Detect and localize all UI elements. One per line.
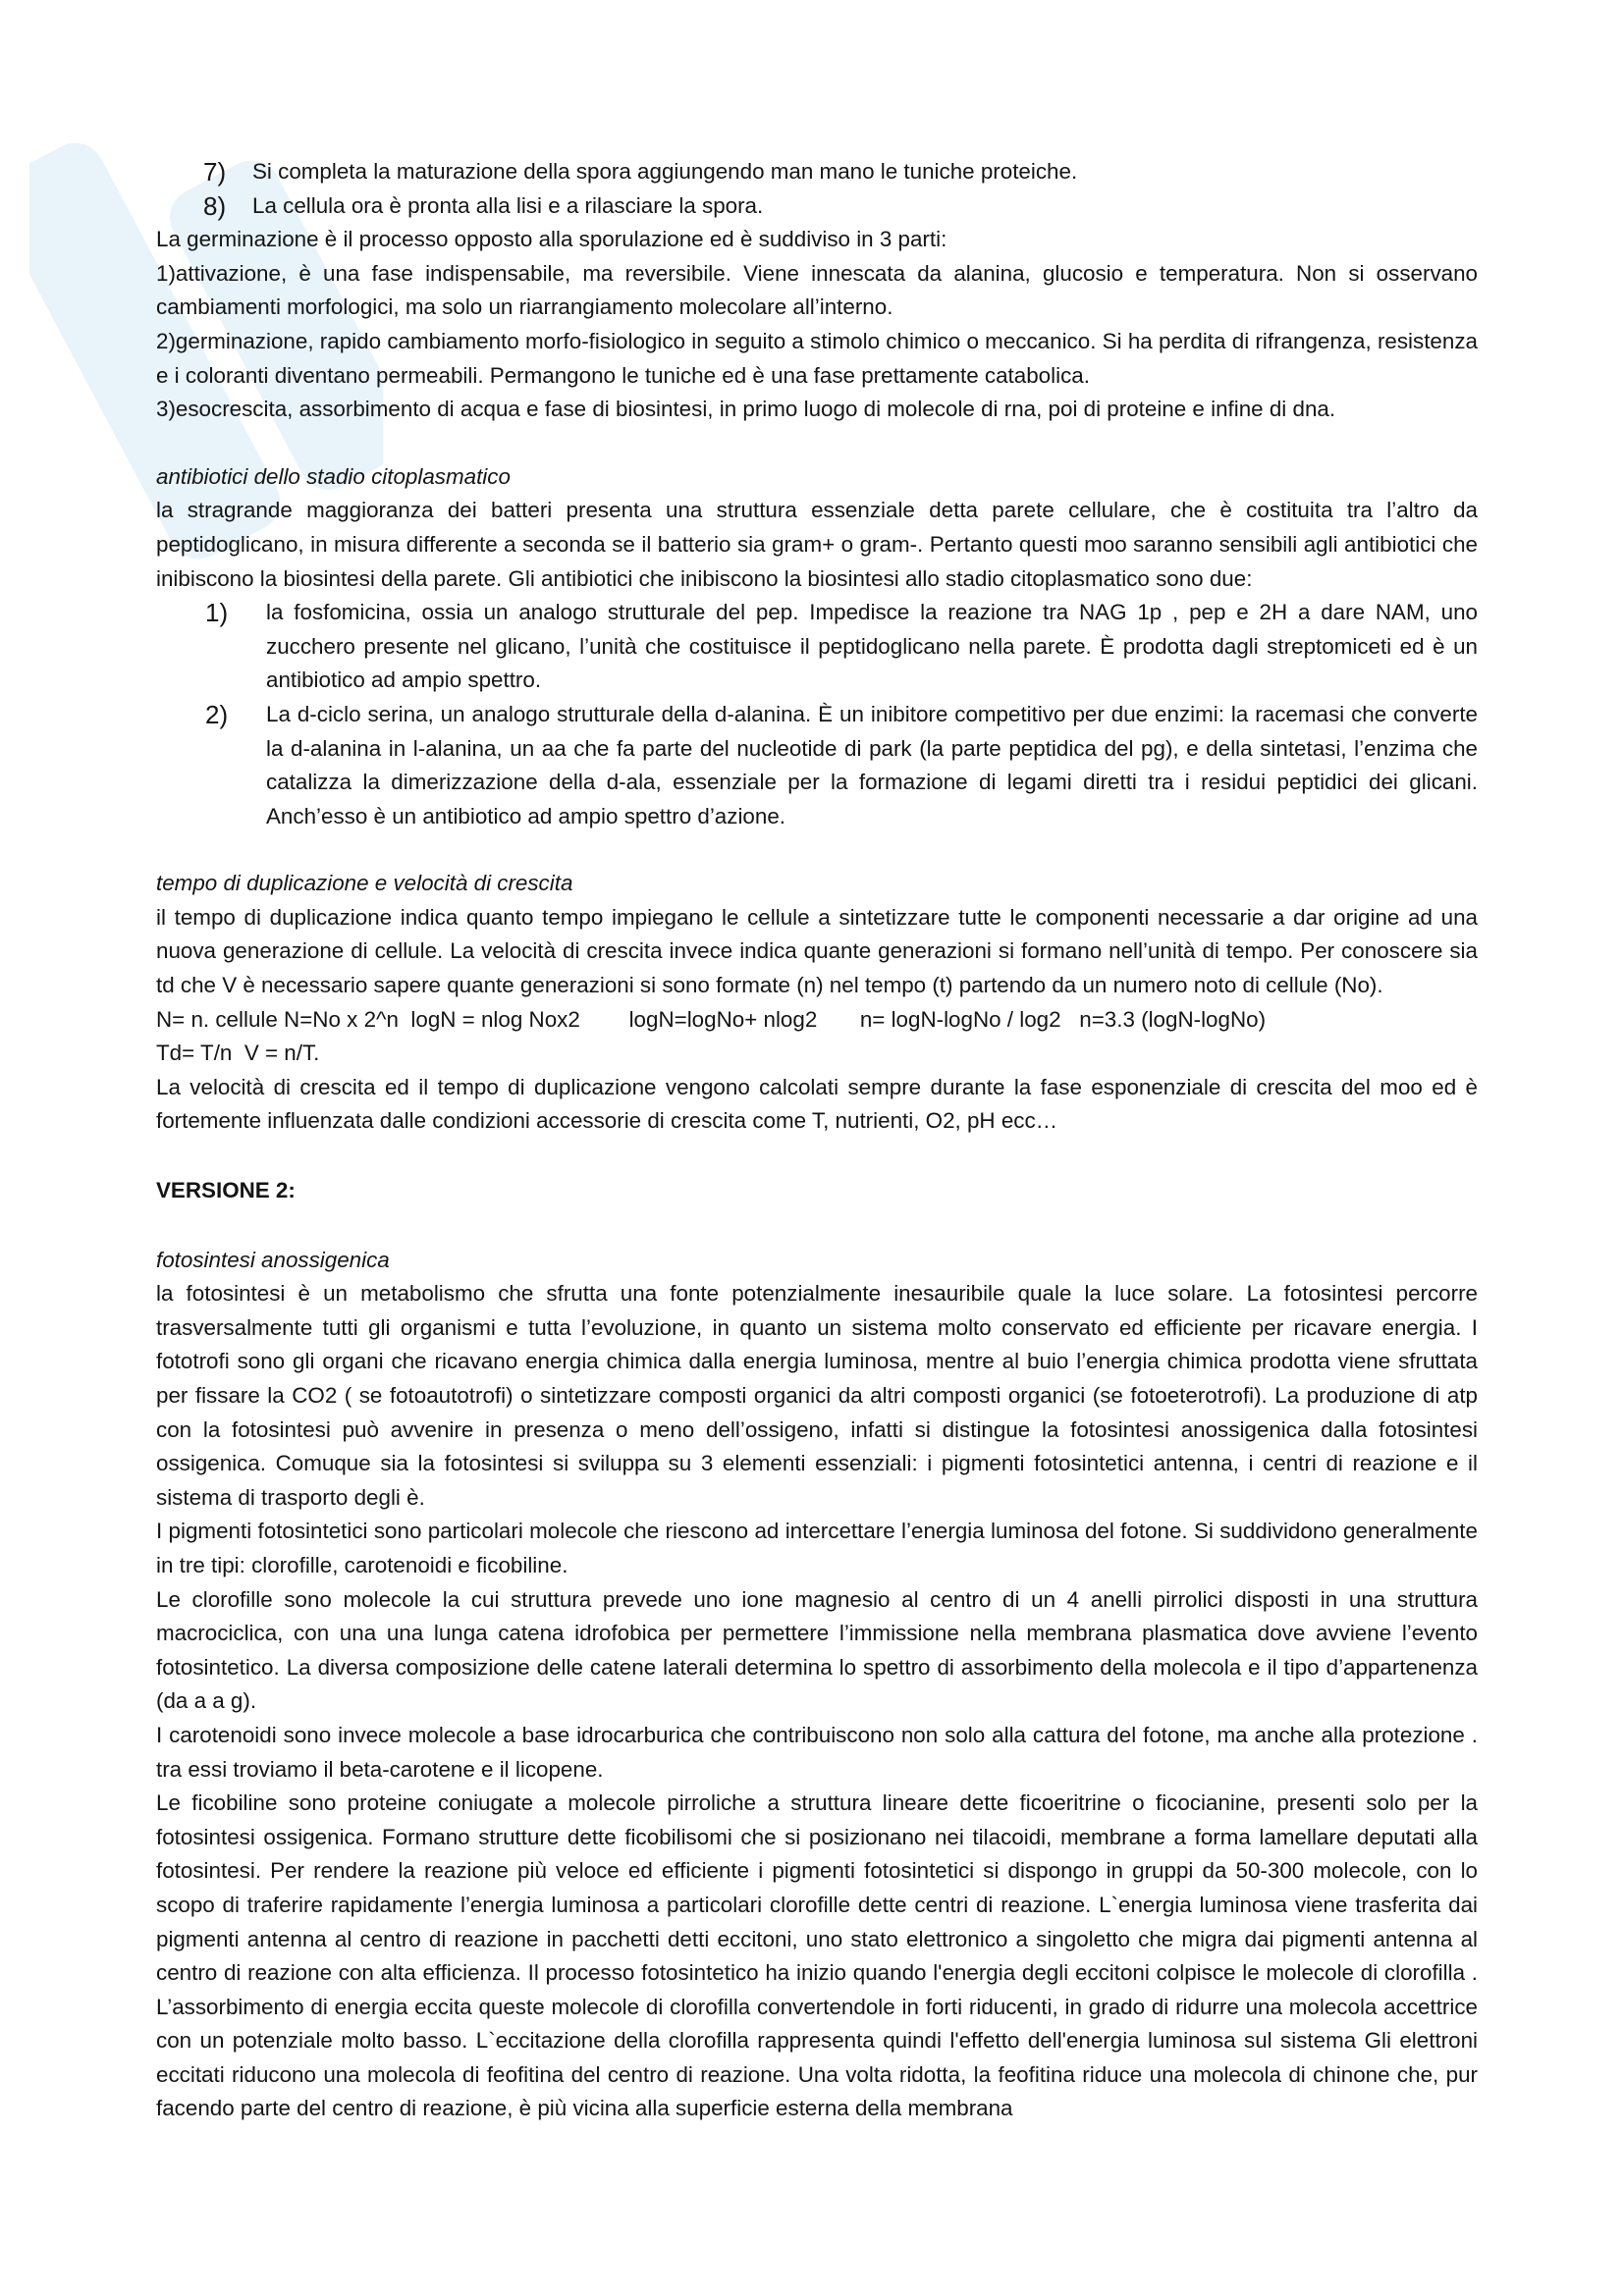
photosynthesis-paragraph-5: Le ficobiline sono proteine coniugate a molecole pirroliche a struttura lineare dette ficoeritrine o ficocianine, presenti solo per la fotosintesi ossigenica. Formano strutture dette ficobilisomi che si posizionano nei tilacoidi, membrane a forma lamellare deputati alla fotosintesi. Per rendere la reazione più veloce ed efficiente i pigmenti fotosintetici si dispongo in gruppi da 50-300 molecole, con lo scopo di traferire rapidamente l’energia luminosa a particolari clorofille dette centri di reazione. L`energia luminosa viene trasferita dai pigmenti antenna al centro di reazione in pacchetti detti eccitoni, uno stato elettronico a singoletto che migra dai pigmenti antenna al centro di reazione con alta efficienza. Il processo fotosintetico ha inizio quando l'energia degli eccitoni colpisce le molecole di clorofilla . L’assorbimento di energia eccita queste molecole di clorofilla convertendole in forti riducenti, in grado di ridurre una molecola accettrice con un potenziale molto basso. L`eccitazione della clorofilla rappresenta quindi l'effetto dell'energia luminosa sul sistema Gli elettroni eccitati riducono una molecola di feofitina del centro di reazione. Una volta ridotta, la feofitina riduce una molecola di chinone che, pur facendo parte del centro di reazione, è più vicina alla superficie esterna della membrana: [156, 1790, 1478, 2121]
spacer: [156, 833, 1478, 867]
item-number: 1): [205, 598, 229, 628]
germination-phase-3: 3)esocrescita, assorbimento di acqua e fase di biosintesi, in primo luogo di molecole di rna, poi di proteine e infine di dna.: [156, 397, 1336, 422]
antibiotic-item-2: [156, 698, 1478, 833]
photosynthesis-paragraph-1: la fotosintesi è un metabolismo che sfrutta una fonte potenzialmente inesauribile quale la luce solare. La fotosintesi percorre trasversalmente tutti gli organismi e tutta l’evoluzione, in quanto un sistema molto conservato ed efficiente per ricavare energia. I fototrofi sono gli organi che ricavano energia chimica dalla energia luminosa, mentre al buio l’energia chimica prodotta viene sfruttata per fissare la CO2 ( se fotoautotrofi) o sintetizzare composti organici da altri composti organici (se fotoeterotrofi). La produzione di atp con la fotosintesi può avvenire in presenza o meno dell’ossigeno, infatti si distingue la fotosintesi anossigenica dalla fotosintesi ossigenica. Comuque sia la fotosintesi si sviluppa su 3 elementi essenziali: i pigmenti fotosintetici antenna, i centri di reazione e il sistema di trasporto degli è.: [156, 1281, 1478, 1510]
photosynthesis-heading: fotosintesi anossigenica: [156, 1247, 390, 1272]
step-text: Si completa la maturazione della spora aggiungendo man mano le tuniche proteiche.: [252, 159, 1078, 184]
spore-step-7: [156, 155, 1478, 189]
item-number: 2): [205, 699, 229, 729]
photosynthesis-paragraph-4: I carotenoidi sono invece molecole a base idrocarburica che contribuiscono non solo alla cattura del fotone, ma anche alla protezione . tra essi troviamo il beta-carotene e il licopene.: [156, 1722, 1478, 1782]
spacer: [156, 1208, 1478, 1244]
germination-phase-2: 2)germinazione, rapido cambiamento morfo-fisiologico in seguito a stimolo chimico o meccanico. Si ha perdita di rifrangenza, resistenza e i coloranti diventano permeabili. Permangono le tuniche ed è una fase prettamente catabolica.: [156, 328, 1478, 388]
duplication-heading: tempo di duplicazione e velocità di crescita: [156, 871, 573, 896]
duplication-formula-1: N= n. cellule N=No x 2^n logN = nlog Nox2 logN=logNo+ nlog2 n= logN-logNo / log2 n=3.3 (logN-logNo): [156, 1006, 1267, 1032]
step-number: 8): [203, 190, 227, 221]
item-text: La d-ciclo serina, un analogo strutturale della d-alanina. È un inibitore competitivo per due enzimi: la racemasi che converte la d-alanina in l-alanina, un aa che fa parte del nucleotide di park (la parte peptidica del pg), e della sintetasi, l’enzima che catalizza la dimerizzazione della d-ala, essenziale per la formazione di legami diretti tra i residui peptidici dei glicani. Anch’esso è un antibiotico ad ampio spettro d’azione.: [266, 701, 1478, 828]
spacer: [156, 427, 1478, 460]
photosynthesis-paragraph-2: I pigmenti fotosintetici sono particolari molecole che riescono ad intercettare l’energia luminosa del fotone. Si suddividono generalmente in tre tipi: clorofille, carotenoidi e ficobiline.: [156, 1519, 1478, 1577]
item-text: la fosfomicina, ossia un analogo strutturale del pep. Impedisce la reazione tra NAG 1p , pep e 2H a dare NAM, uno zucchero presente nel glicano, l’unità che costituisce il peptidoglicano nella parete. È prodotta dagli streptomiceti ed è un antibiotico ad ampio spettro.: [266, 600, 1478, 693]
germination-phase-1: 1)attivazione, è una fase indispensabile, ma reversibile. Viene innescata da alanina, glucosio e temperatura. Non si osservano cambiamenti morfologici, ma solo un riarrangiamento molecolare all’interno.: [156, 260, 1478, 320]
step-number: 7): [203, 157, 227, 187]
version-heading: VERSIONE 2:: [156, 1178, 296, 1203]
germination-intro: La germinazione è il processo opposto alla sporulazione ed è suddiviso in 3 parti:: [156, 227, 947, 252]
spore-step-8: [156, 189, 1478, 224]
duplication-formula-2: Td= T/n V = n/T.: [156, 1041, 320, 1066]
duplication-outro: La velocità di crescita ed il tempo di duplicazione vengono calcolati sempre durante la fase esponenziale di crescita del moo ed è fortemente influenzata dalle condizioni accessorie di crescita come T, nutrienti, O2, pH ecc…: [156, 1074, 1478, 1134]
antibiotic-item-1: [156, 596, 1478, 698]
spacer: [156, 1139, 1478, 1174]
page-content: [156, 155, 1478, 2126]
duplication-intro: il tempo di duplicazione indica quanto tempo impiegano le cellule a sintetizzare tutte le componenti necessarie a dar origine ad una nuova generazione di cellule. La velocità di crescita invece indica quante generazioni si formano nell’unità di tempo. Per conoscere sia td che V è necessario sapere quante generazioni si sono formate (n) nel tempo (t) partendo da un numero noto di cellule (No).: [156, 904, 1478, 998]
step-text: La cellula ora è pronta alla lisi e a rilasciare la spora.: [252, 192, 764, 218]
antibiotics-heading: antibiotici dello stadio citoplasmatico: [156, 463, 511, 489]
antibiotics-intro: la stragrande maggioranza dei batteri presenta una struttura essenziale detta parete cellulare, che è costituita tra l’altro da peptidoglicano, in misura differente a seconda se il batterio sia gram+ o gram-. Pertanto questi moo saranno sensibili agli antibiotici che inibiscono la biosintesi della parete. Gli antibiotici che inibiscono la biosintesi allo stadio citoplasmatico sono due:: [156, 498, 1478, 591]
photosynthesis-paragraph-3: Le clorofille sono molecole la cui struttura prevede uno ione magnesio al centro di un 4 anelli pirrolici disposti in una struttura macrociclica, con una una lunga catena idrofobica per permettere l’immissione nella membrana plasmatica dove avviene l’evento fotosintetico. La diversa composizione delle catene laterali determina lo spettro di assorbimento della molecola e il tipo d’appartenenza (da a a g).: [156, 1586, 1478, 1714]
